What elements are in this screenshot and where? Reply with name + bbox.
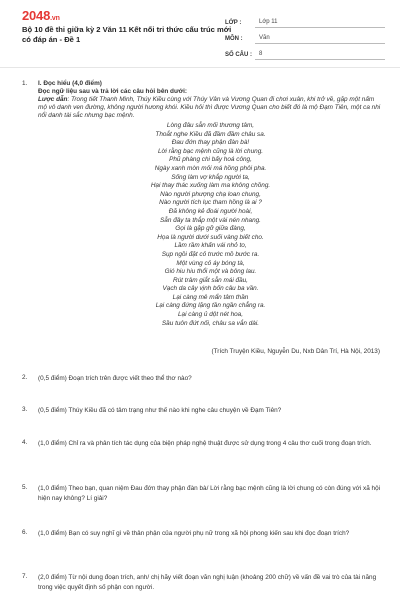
- question-number: 5.: [22, 484, 28, 491]
- question-number: 2.: [22, 374, 28, 381]
- poem-line: Rút trâm giắt sẵn mái đầu,: [173, 276, 248, 284]
- meta-label: SỐ CÂU :: [225, 52, 252, 58]
- meta-row-class: [225, 12, 385, 28]
- poem-line: Lại càng mê mẩn tâm thần: [172, 293, 249, 301]
- poem-line: Gọi là gặp gỡ giữa đàng,: [175, 225, 246, 233]
- poem-line: Hại thay thác xuống làm ma không chồng.: [150, 182, 271, 190]
- poem-line: Lại càng ủ dột nét hoa,: [177, 311, 244, 319]
- poem-line: Đau đớn thay phận đàn bà!: [171, 139, 250, 147]
- poem: [38, 122, 383, 328]
- exam-meta: [225, 12, 385, 60]
- question-number: 4.: [22, 439, 28, 446]
- poem-line: Một vùng cỏ áy bóng tà,: [176, 259, 245, 267]
- meta-label: LỚP :: [225, 20, 242, 26]
- question-number: 6.: [22, 529, 28, 536]
- question-text: (0,5 điểm) Thúy Kiều đã có tâm trạng như thế nào khi nghe câu chuyện về Đạm Tiên?: [38, 407, 282, 414]
- header-divider: [0, 67, 400, 68]
- poem-line: Gió hiu hiu thổi một và bông lau.: [164, 268, 257, 276]
- site-logo[interactable]: [22, 8, 60, 23]
- instruction: Đọc ngữ liệu sau và trả lời các câu hỏi bên dưới:: [38, 88, 188, 95]
- meta-label: MÔN :: [225, 36, 243, 42]
- poem-line: Vạch da cây vịnh bốn câu ba vần.: [162, 285, 259, 293]
- poem-line: Ngày xanh mòn mỏi má hồng phôi pha.: [154, 164, 267, 172]
- logo-suffix: .vn: [50, 15, 60, 22]
- poem-line: Thoắt nghe Kiều đã đầm đầm châu sa.: [155, 130, 266, 138]
- meta-row-subject: [225, 28, 385, 44]
- poem-line: Phũ phàng chi bấy hoá công,: [169, 156, 252, 164]
- section-heading: I. Đọc hiểu (4,0 điểm): [38, 80, 102, 87]
- meta-value: Lớp 11: [255, 19, 385, 28]
- poem-line: Lời rằng bạc mệnh cũng là lời chung.: [157, 147, 264, 155]
- question-number: 3.: [22, 406, 28, 413]
- poem-line: Nào người phượng chạ loan chung,: [160, 190, 261, 198]
- lead-text: : Trong tiết Thanh Minh, Thúy Kiều cùng với Thúy Vân và Vương Quan đi chơi xuân, khi trở về, gặp một nấm mộ vô danh ven đường, không người hương khói. Kiều hỏi thì được Vương Quan cho biết đó là mộ Đạm Tiên, một ca nhi nổi danh tài sắc nhưng bạc mệnh.: [38, 96, 381, 119]
- poem-line: Lại càng đứng lặng tần ngần chẳng ra.: [155, 302, 266, 310]
- poem-line: Nào người tích lục tham hồng là ai ?: [159, 199, 262, 207]
- logo-main: 2048: [22, 8, 51, 23]
- question-text: (1,0 điểm) Chỉ ra và phân tích tác dụng của biện pháp nghệ thuật được sử dụng trong 4 câu thơ cuối trong đoạn trích.: [38, 440, 372, 447]
- question-text: (0,5 điểm) Đoạn trích trên được viết theo thể thơ nào?: [38, 375, 192, 382]
- question-number: 1.: [22, 80, 28, 87]
- poem-line: Sụp ngồi đặt cỏ trước mồ bước ra.: [161, 250, 260, 258]
- poem-line: Họa là người dưới suối vàng biết cho.: [157, 233, 264, 241]
- poem-source: (Trích Truyện Kiều, Nguyễn Du, Nxb Dân Trí, Hà Nội, 2013): [211, 348, 380, 355]
- poem-line: Đã không kẻ đoái người hoài,: [168, 207, 253, 215]
- lead-paragraph: [38, 96, 383, 120]
- poem-line: Sống làm vợ khắp người ta,: [171, 173, 250, 181]
- meta-value: 8: [255, 51, 385, 60]
- meta-row-count: [225, 44, 385, 60]
- header: [0, 0, 400, 65]
- question-number: 7.: [22, 573, 28, 580]
- poem-line: Lầm rầm khấn vái nhỏ to,: [174, 242, 247, 250]
- question-text: (2,0 điểm) Từ nội dung đoạn trích, anh/ chị hãy viết đoạn văn nghị luận (khoảng 200 chữ) về vấn đề vai trò của tài năng trong việc quyết định số phận con người.: [38, 574, 377, 591]
- question-text: (1,0 điểm) Bạn có suy nghĩ gì về thân phận của người phụ nữ trong xã hội phong kiến sau khi đọc đoạn trích?: [38, 530, 350, 537]
- question-text: (1,0 điểm) Theo bạn, quan niệm Đau đớn thay phận đàn bà/ Lời rằng bạc mệnh cũng là lời chung có còn đúng với xã hội hiện nay không? Lí giải?: [38, 485, 381, 502]
- poem-line: Lòng đâu sẵn mối thương tâm,: [166, 122, 255, 129]
- exam-title: Bộ 10 đề thi giữa kỳ 2 Văn 11 Kết nối tri thức cấu trúc mới có đáp án - Đề 1: [22, 25, 232, 44]
- poem-line: Sẵn đây ta thắp một vài nén nhang.: [160, 216, 261, 224]
- poem-line: Sầu tuôn đứt nối, châu sa vắn dài.: [161, 319, 260, 327]
- lead-label: Lược dẫn: [38, 96, 68, 103]
- meta-value: Văn: [255, 35, 385, 44]
